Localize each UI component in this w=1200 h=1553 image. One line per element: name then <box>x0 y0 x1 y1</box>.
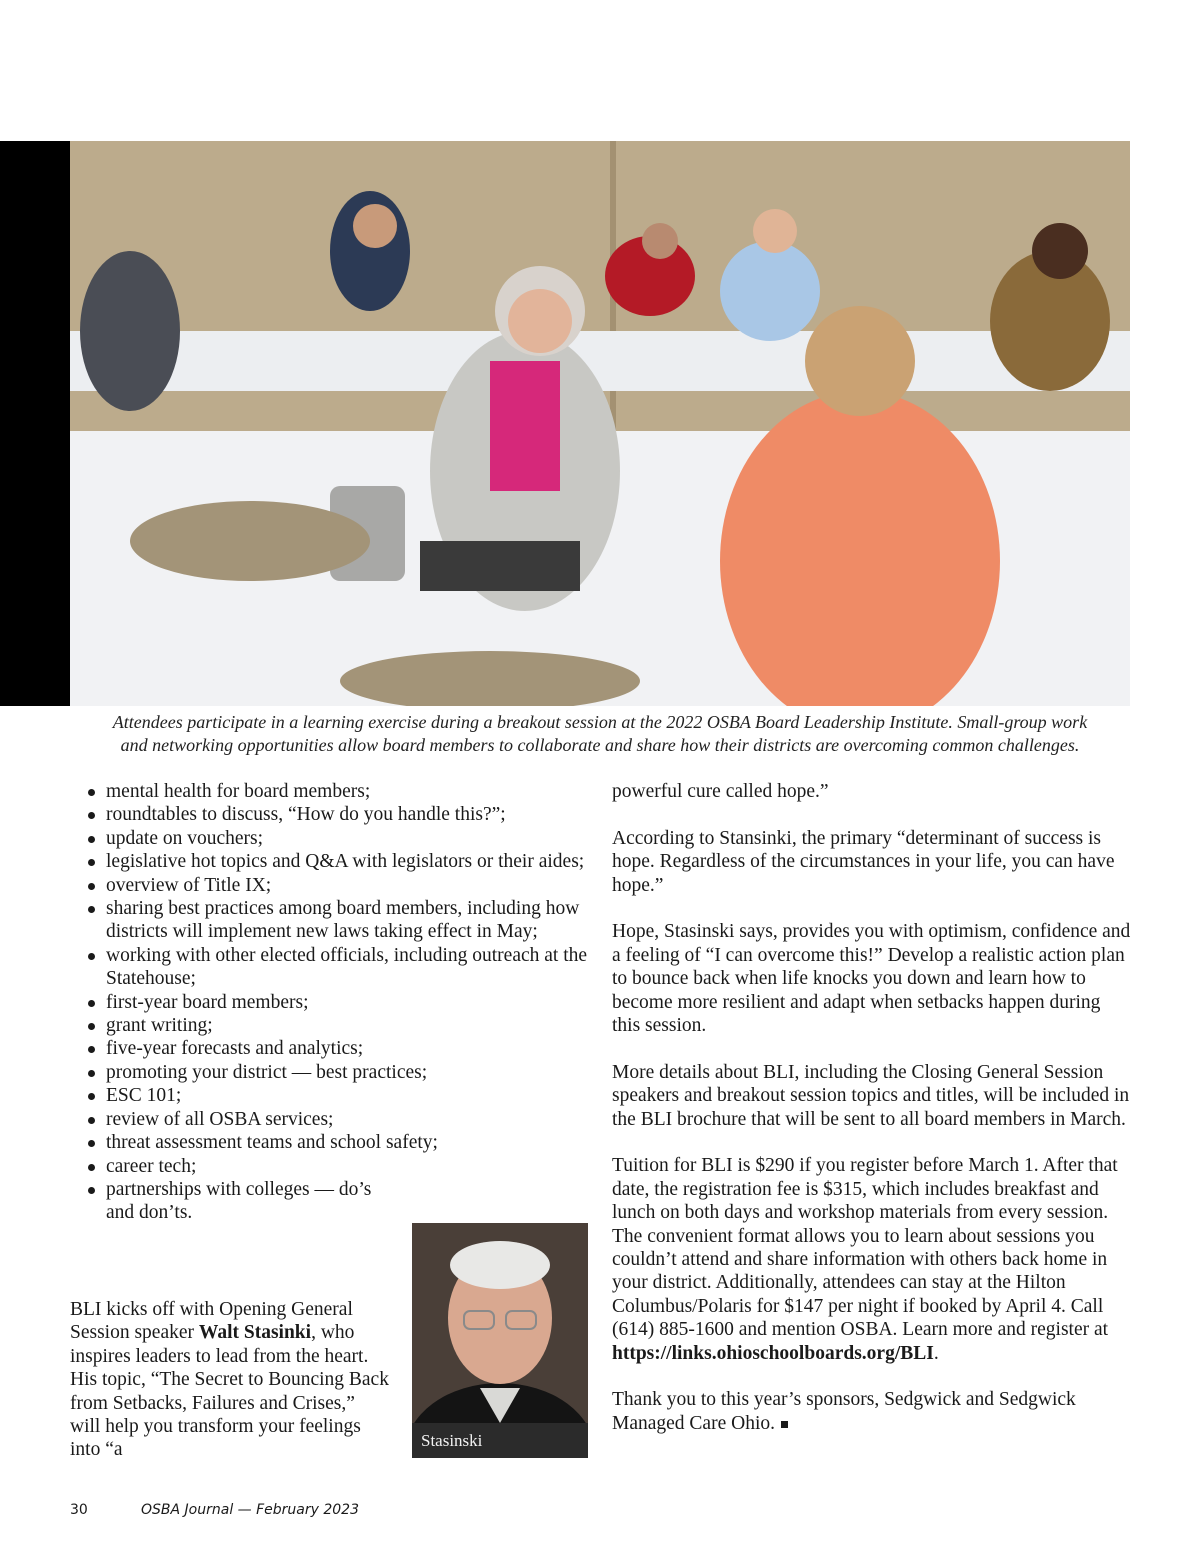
list-item: five-year forecasts and analytics; <box>70 1037 590 1060</box>
sponsors-text: Thank you to this year’s sponsors, Sedgwick and Sedgwick Managed Care Ohio. <box>612 1389 1076 1434</box>
intro-text-before: BLI kicks off with Opening General Session speaker <box>70 1299 353 1344</box>
tuition-paragraph <box>612 1154 1132 1365</box>
caption-line-1: Attendees participate in a learning exercise during a breakout session at the 2022 OSBA Board Leadership Institute. Small-group work <box>112 712 1088 732</box>
portrait-caption: Stasinski <box>412 1423 588 1458</box>
paragraph: Hope, Stasinski says, provides you with optimism, confidence and a feeling of “I can overcome this!” Develop a realistic action plan to bounce back when life knocks you down and learn how to become more resilient and adapt when setbacks happen during this session. <box>612 921 1131 1037</box>
list-item: sharing best practices among board members, including how districts will implement new laws taking effect in May; <box>70 897 590 944</box>
paragraph: According to Stansinki, the primary “determinant of success is hope. Regardless of the circumstances in your life, you can have hope.” <box>612 827 1115 896</box>
list-item: threat assessment teams and school safety; <box>70 1131 590 1154</box>
sponsors-paragraph <box>612 1388 1132 1435</box>
caption-line-2: and networking opportunities allow board members to collaborate and share how their districts are overcoming common challenges. <box>120 735 1080 755</box>
paragraph: More details about BLI, including the Closing General Session speakers and breakout session topics and titles, will be included in the BLI brochure that will be sent to all board members in March. <box>612 1061 1130 1130</box>
list-item: review of all OSBA services; <box>70 1108 590 1131</box>
left-column <box>70 780 590 1225</box>
speaker-portrait <box>412 1223 588 1458</box>
speaker-name: Walt Stasinki <box>198 1322 312 1344</box>
tuition-text: Tuition for BLI is $290 if you register before March 1. After that date, the registration fee is $315, which includes breakfast and lunch on both days and workshop materials from every session. The convenient format allows you to learn about sessions you couldn’t attend and share information with others back home in your district. Additionally, attendees can stay at the Hilton Columbus/Polaris for $147 per night if booked by April 4. Call (614) 885-1600 and mention OSBA. Learn more and register at <box>612 1155 1118 1341</box>
list-item: update on vouchers; <box>70 827 590 850</box>
breakout-session-photo <box>70 141 1130 706</box>
list-item: promoting your district — best practices; <box>70 1061 590 1084</box>
left-black-bar <box>0 141 70 706</box>
right-column <box>612 780 1132 1459</box>
registration-link[interactable]: https://links.ohioschoolboards.org/BLI <box>612 1342 934 1364</box>
list-item: roundtables to discuss, “How do you handle this?”; <box>70 803 590 826</box>
list-item: first-year board members; <box>70 991 590 1014</box>
list-item: overview of Title IX; <box>70 874 590 897</box>
end-mark-icon <box>781 1421 788 1428</box>
paragraph: powerful cure called hope.” <box>612 781 829 802</box>
intro-paragraph <box>70 1298 390 1462</box>
tuition-text-end: . <box>933 1342 939 1364</box>
list-item: mental health for board members; <box>70 780 590 803</box>
list-item: grant writing; <box>70 1014 590 1037</box>
list-item: partnerships with colleges — do’s and don’ts. <box>70 1178 391 1225</box>
page-number: 30 <box>70 1502 88 1518</box>
list-item: career tech; <box>70 1155 590 1178</box>
list-item: legislative hot topics and Q&A with legislators or their aides; <box>70 850 590 873</box>
intro-text-after: , who inspires leaders to lead from the heart. His topic, “The Secret to Bouncing Back from Setbacks, Failures and Crises,” will help you transform your feelings into “a <box>70 1322 389 1461</box>
photo-caption <box>70 711 1130 757</box>
list-item: ESC 101; <box>70 1084 590 1107</box>
publication-title: OSBA Journal — February 2023 <box>141 1502 359 1518</box>
topics-list <box>70 780 590 1225</box>
list-item: working with other elected officials, including outreach at the Statehouse; <box>70 944 590 991</box>
